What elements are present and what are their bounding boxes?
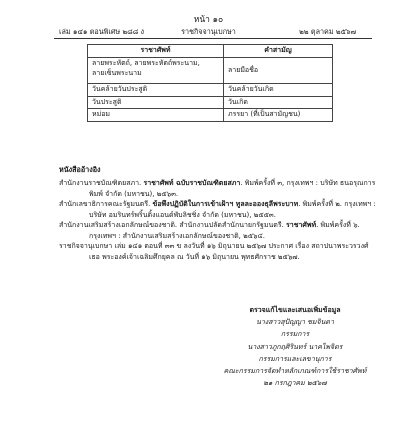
signature-block: [200, 304, 390, 389]
reference-book-title: ราชาศัพท์: [286, 221, 317, 229]
header-divider: [54, 38, 372, 39]
volume-info: เล่ม ๑๔๑ ตอนพิเศษ ๒๘๘ ง: [59, 27, 145, 36]
royal-term-cell: วันคล้ายวันประสูติ: [88, 84, 224, 97]
reference-item: [59, 178, 379, 199]
signature-heading: ตรวจแก้ไขและเสนอเพิ่มข้อมูล: [249, 306, 341, 314]
royal-term-line: ลายพระหัตถ์, ลายพระหัตถ์พระนาม,: [92, 59, 200, 67]
reference-text: สำนักเลขาธิการคณะรัฐมนตรี.: [59, 200, 153, 208]
common-term-cell: วันคล้ายวันเกิด: [224, 84, 333, 97]
signatory-role: กรรมการ: [280, 330, 310, 339]
table-row: [88, 58, 333, 84]
reference-text: ราชกิจจานุเบกษา เล่ม ๑๔๑ ตอนที่ ๓๓ ข ลงวันที่ ๑๖ มิถุนายน ๒๕๖๗ ประกาศ เรื่อง สถาปนาพระวรวงศ์เธอ พระองค์เจ้าเฉลิมศึกยุคล ณ วันที่ ๑๖ มิถุนายน พุทธศักราช ๒๕๖๗.: [59, 242, 369, 261]
references-heading: หนังสืออ้างอิง: [59, 165, 101, 174]
committee-name: คณะกรรมการจัดทำหลักเกณฑ์การใช้ราชาศัพท์: [223, 367, 367, 376]
reference-item: [59, 199, 379, 220]
royal-term-line: ลายเซ็นพระนาม: [92, 68, 142, 77]
signatory-role: กรรมการและเลขานุการ: [258, 354, 332, 363]
signatory-name: นางสาวภูกฤศิรินทร์ นาคไพจิตร: [247, 342, 343, 351]
table-row: [88, 84, 333, 97]
reference-text: สำนักงานเสริมสร้างเอกลักษณ์ของชาติ. สำนักงานปลัดสำนักนายกรัฐมนตรี.: [59, 221, 287, 229]
reference-book-title: ข้อพึงปฏิบัติในการเข้าเฝ้าฯ ทูลละอองธุลีพระบาท: [152, 200, 299, 208]
signatory-name: นางสาวสุปัญญา ชมจินดา: [256, 318, 334, 327]
reference-item: [59, 220, 379, 241]
signature-date: ๒๑ กรกฎาคม ๒๕๖๗: [263, 379, 327, 388]
reference-text: สำนักงานราชบัณฑิตยสภา.: [59, 179, 144, 187]
table-row: [88, 109, 333, 122]
royal-vocabulary-table: [87, 44, 333, 122]
reference-text: . พิมพ์ครั้งที่ ๖. กรุงเทพฯ : สำนักงานเสริมสร้างเอกลักษณ์ของชาติ, ๒๕๖๔.: [89, 221, 360, 240]
common-term-cell: ลายมือชื่อ: [224, 58, 333, 84]
royal-term-cell: วันประสูติ: [88, 96, 224, 109]
column-header-royal: ราชาศัพท์: [88, 45, 224, 58]
common-term-cell: วันเกิด: [224, 96, 333, 109]
royal-term-cell: [88, 58, 224, 84]
table-row: [88, 96, 333, 109]
reference-text: . พิมพ์ครั้งที่ ๒. กรุงเทพฯ : บริษัท อมรินทร์พริ้นติ้งแอนด์พับลิชชิ่ง จำกัด (มหาชน), ๒๕๕๓.: [89, 200, 376, 219]
reference-text: . พิมพ์ครั้งที่ ๓, กรุงเทพฯ : บริษัท ธนอรุณการพิมพ์ จำกัด (มหาชน), ๒๕๖๓.: [89, 179, 376, 198]
common-term-cell: ภรรยา (ที่เป็นสามัญชน): [224, 109, 333, 122]
publication-date: ๒๒ ตุลาคม ๒๕๖๗: [299, 27, 356, 36]
references-list: [59, 178, 379, 262]
gazette-title: ราชกิจจานุเบกษา: [181, 27, 236, 36]
royal-term-cell: หม่อม: [88, 109, 224, 122]
reference-item: [59, 241, 379, 262]
column-header-common: คำสามัญ: [224, 45, 333, 58]
table-header-row: [88, 45, 333, 58]
page-number: หน้า ๑๐: [193, 15, 224, 25]
reference-book-title: ราชาศัพท์ ฉบับราชบัณฑิตยสภา: [143, 179, 241, 187]
